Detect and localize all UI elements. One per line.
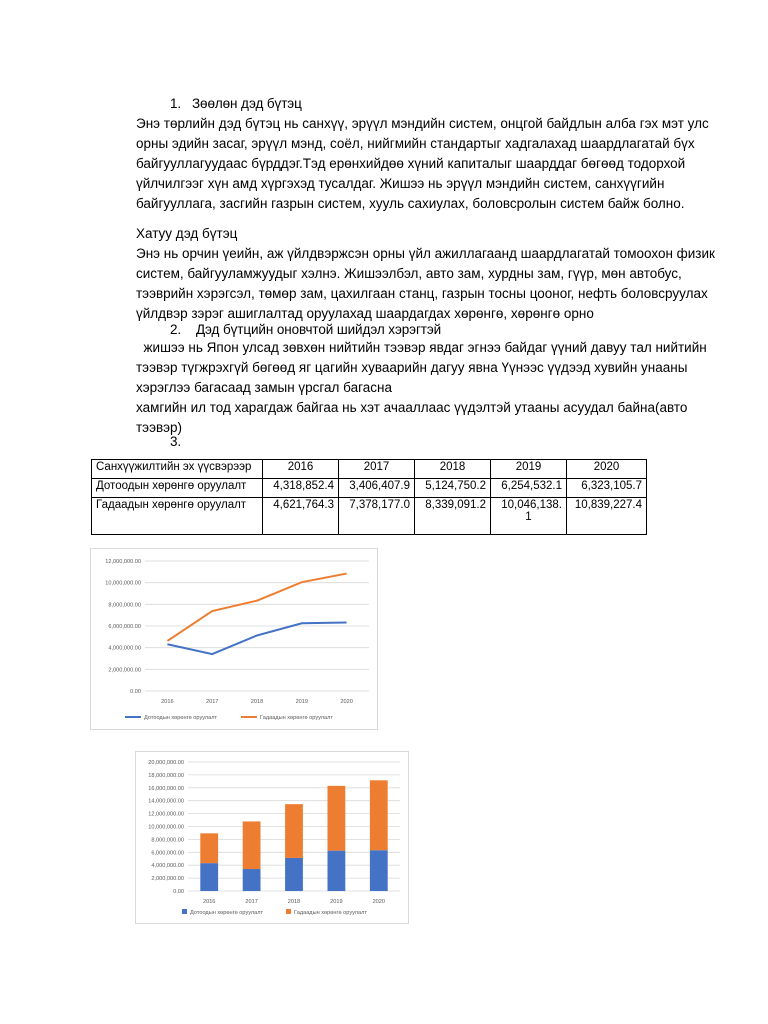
y-tick-label: 4,000,000.00	[108, 645, 141, 652]
bar-segment	[285, 858, 303, 891]
table-cell: 5,124,750.2	[415, 479, 491, 498]
y-tick-label: 10,000,000.00	[148, 824, 184, 831]
y-tick-label: 12,000,000.00	[105, 559, 141, 565]
y-tick-label: 2,000,000.00	[151, 876, 184, 883]
x-tick-label: 2017	[245, 899, 258, 905]
paragraph-line: жишээ нь Япон улсад зөвхөн нийтийн тээвэр явдаг эгнээ байдаг үүний давуу тал нийтийн	[136, 340, 707, 355]
bar-segment	[370, 780, 388, 850]
table-header-row	[92, 460, 647, 479]
y-tick-label: 0.00	[173, 889, 184, 895]
table-cell: 4,621,764.3	[263, 498, 339, 535]
y-tick-label: 8,000,000.00	[151, 837, 184, 844]
section2-heading: Дэд бүтцийн оновчтой шийдэл хэрэгтэй	[196, 322, 442, 337]
paragraph-line: хамгийн ил тод харагдаж байгаа нь хэт ачааллаас үүдэлтэй утааны асуудал байна(авто	[136, 400, 688, 415]
paragraph-line: Энэ төрлийн дэд бүтэц нь санхүү, эрүүл мэндийн систем, онцгой байдлын алба гэх мэт улс	[136, 116, 709, 131]
x-tick-label: 2019	[330, 899, 343, 905]
y-tick-label: 14,000,000.00	[148, 798, 184, 805]
table-row	[92, 479, 647, 498]
y-tick-label: 6,000,000.00	[151, 850, 184, 857]
series-line	[167, 622, 346, 654]
paragraph-line: хэрэглээ багасаад замын үрсгал багасна	[136, 380, 392, 395]
y-tick-label: 12,000,000.00	[148, 811, 184, 818]
x-tick-label: 2020	[340, 699, 353, 705]
table-cell: 6,254,532.1	[491, 479, 567, 498]
paragraph-line: орны эдийн засаг, эрүүл мэнд, соёл, нийгмийн стандартыг хадгалахад шаардлагатай бүх	[136, 136, 695, 151]
investment-table	[91, 459, 647, 535]
bar-segment	[285, 804, 303, 858]
y-tick-label: 8,000,000.00	[108, 602, 141, 609]
section1-number: 1.	[170, 96, 182, 111]
paragraph-line: тээвэр)	[136, 420, 183, 435]
paragraph-line: Энэ нь орчин үеийн, аж үйлдвэржсэн орны үйл ажиллагаанд шаардлагатай томоохон физик	[136, 246, 715, 261]
x-tick-label: 2016	[202, 899, 216, 905]
bar-segment	[243, 821, 261, 869]
legend-label: Дотоодын хөрөнгө оруулалт	[144, 715, 218, 721]
hard-infrastructure-heading: Хатуу дэд бүтэц	[136, 226, 238, 241]
legend-label: Гадаадын хөрөнгө оруулалт	[260, 715, 333, 721]
series-line	[167, 574, 346, 641]
table-header-cell: 2020	[567, 460, 647, 479]
line-chart-container	[90, 548, 378, 730]
y-tick-label: 20,000,000.00	[148, 760, 184, 766]
section2-number: 2.	[170, 322, 182, 337]
table-cell-text: 10,046,138.	[501, 499, 562, 511]
legend-label: Дотоодын хөрөнгө оруулалт	[190, 910, 264, 916]
table-cell	[491, 498, 567, 535]
bar-segment	[327, 851, 345, 891]
table-header-cell: 2017	[339, 460, 415, 479]
x-tick-label: 2018	[287, 899, 301, 905]
legend-label: Гадаадын хөрөнгө оруулалт	[294, 910, 367, 916]
table-cell: 6,323,105.7	[567, 479, 647, 498]
x-tick-label: 2020	[372, 899, 386, 905]
bar-segment	[200, 833, 218, 863]
bar-segment	[200, 863, 218, 891]
table-header-cell: Санхүүжилтийн эх үүсвэрээр	[92, 460, 263, 479]
legend-swatch	[286, 909, 291, 914]
table-cell: 3,406,407.9	[339, 479, 415, 498]
legend-swatch	[182, 909, 187, 914]
bar-segment	[327, 786, 345, 851]
table-header-cell: 2019	[491, 460, 567, 479]
paragraph-line: үйлчилгээг хүн амд хүргэхэд тусалдаг. Жишээ нь эрүүл мэндийн систем, санхүүгийн	[136, 176, 665, 191]
paragraph-line: тээвэр түгжрэхгүй бөгөөд яг цагийн хуваарийн дагуу явна Үүнээс үүдээд хувийн унааны	[136, 360, 688, 375]
x-tick-label: 2016	[161, 699, 174, 705]
paragraph-line: байгууллага, засгийн газрын систем, хууль сахиулах, боловсролын систем байж болно.	[136, 196, 685, 211]
bar-chart-container	[135, 751, 409, 924]
section1-heading: Зөөлөн дэд бүтэц	[192, 96, 302, 111]
table-cell: 7,378,177.0	[339, 498, 415, 535]
table-cell: 8,339,091.2	[415, 498, 491, 535]
bar-segment	[243, 869, 261, 891]
bar-segment	[370, 850, 388, 891]
y-tick-label: 16,000,000.00	[148, 785, 184, 792]
y-tick-label: 2,000,000.00	[108, 667, 141, 674]
table-cell: Гадаадын хөрөнгө оруулалт	[92, 498, 263, 535]
section1-paragraph	[136, 114, 709, 214]
paragraph-line: байгууллагуудаас бүрддэг.Тэд ерөнхийдөө хүний капиталыг шаарддаг бөгөөд тодорхой	[136, 156, 686, 171]
x-tick-label: 2017	[205, 699, 219, 705]
table-cell: 4,318,852.4	[263, 479, 339, 498]
table-cell: 10,839,227.4	[567, 498, 647, 535]
line-chart	[91, 549, 377, 729]
x-tick-label: 2018	[250, 699, 264, 705]
section3-number: 3.	[170, 434, 182, 449]
paragraph-line: үйлдвэр зэрэг ашиглалтад оруулахад шаардагдах хөрөнгө, хөрөнгө орно	[136, 306, 594, 321]
table-cell-wrap: 1	[525, 511, 532, 523]
hard-infrastructure-section	[136, 224, 715, 324]
table-row	[92, 498, 647, 535]
y-tick-label: 4,000,000.00	[151, 863, 184, 870]
y-tick-label: 10,000,000.00	[105, 580, 141, 587]
paragraph-line: систем, байгууламжуудыг хэлнэ. Жишээлбэл, авто зам, хурдны зам, гүүр, мөн автобус,	[136, 266, 682, 281]
paragraph-line: тээврийн хэрэгсэл, төмөр зам, цахилгаан станц, газрын тосны цооног, нефть боловсруулах	[136, 286, 708, 301]
section2-paragraph	[136, 338, 707, 438]
x-tick-label: 2019	[295, 699, 309, 705]
y-tick-label: 18,000,000.00	[148, 772, 184, 779]
table-cell: Дотоодын хөрөнгө оруулалт	[92, 479, 263, 498]
table-header-cell: 2016	[263, 460, 339, 479]
stacked-bar-chart	[136, 752, 408, 923]
y-tick-label: 6,000,000.00	[108, 624, 141, 630]
y-tick-label: 0.00	[130, 689, 141, 695]
table-header-cell: 2018	[415, 460, 491, 479]
